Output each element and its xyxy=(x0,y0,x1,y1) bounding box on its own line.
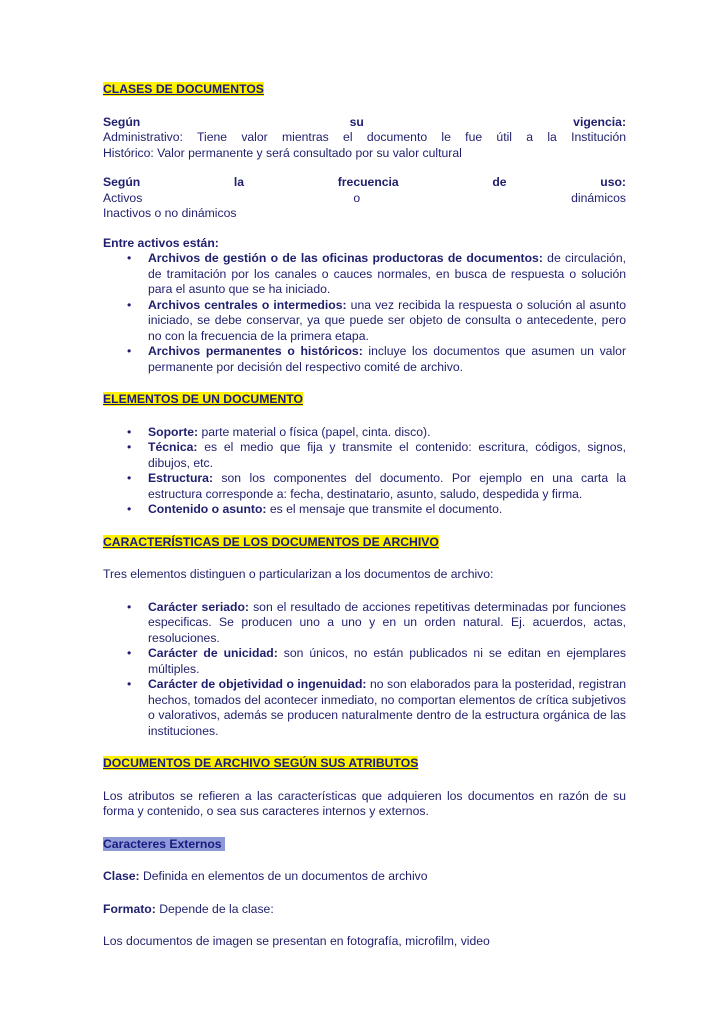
bullet-icon: • xyxy=(127,440,132,454)
list-item: • Archivos de gestión o de las oficinas productoras de documentos: de circulación, de tramitación por los canales o cauces normales, en busca de respuesta o solución para el asunto que se ha iniciado. xyxy=(127,251,627,296)
bullet-icon: • xyxy=(127,471,132,485)
externos-heading: Caracteres Externos xyxy=(103,837,626,853)
vigencia-block xyxy=(103,115,626,162)
frecuencia-heading: Según la frecuencia de uso: xyxy=(103,175,626,189)
frecuencia-activos: Activos o dinámicos xyxy=(103,190,627,205)
section-heading-elementos: ELEMENTOS DE UN DOCUMENTO xyxy=(103,392,303,406)
activos-list xyxy=(103,251,626,375)
vigencia-historico: Histórico: Valor permanente y será consultado por su valor cultural xyxy=(103,145,462,160)
list-item: • Soporte: parte material o física (papel, cinta. disco). xyxy=(127,424,431,439)
caracteristicas-intro: Tres elementos distinguen o particularizan a los documentos de archivo: xyxy=(103,567,494,581)
bullet-icon: • xyxy=(127,424,132,439)
bullet-icon: • xyxy=(127,297,132,312)
section-heading-atributos: DOCUMENTOS DE ARCHIVO SEGÚN SUS ATRIBUTOS xyxy=(103,756,419,770)
bullet-icon: • xyxy=(127,502,132,516)
atributos-intro: Los atributos se refieren a las características que adquieren los documentos en razón de su forma y contenido, o sea sus caracteres internos y externos. xyxy=(103,788,626,818)
list-item: • Archivos centrales o intermedios: una vez recibida la respuesta o solución al asunto iniciado, se debe conservar, ya que puede ser objeto de consulta o antecedente, pero no con la frecuencia de la primera etapa. xyxy=(127,297,626,343)
bullet-icon: • xyxy=(127,251,132,265)
caracteristicas-list xyxy=(103,600,626,740)
list-item: • Carácter de unicidad: son únicos, no están publicados ni se editan en ejemplares múltiples. xyxy=(127,646,626,676)
bullet-icon: • xyxy=(127,344,132,358)
list-item: • Archivos permanentes o históricos: incluye los documentos que asumen un valor permanente por decisión del respectivo comité de archivo. xyxy=(127,344,627,374)
elementos-list xyxy=(103,425,626,518)
clase-line: Clase: Definida en elementos de un documentos de archivo xyxy=(103,869,428,883)
bullet-icon: • xyxy=(127,677,132,691)
vigencia-heading: Según su vigencia: xyxy=(103,114,627,129)
frecuencia-inactivos: Inactivos o no dinámicos xyxy=(103,206,237,220)
list-item: • Técnica: es el medio que fija y transmite el contenido: escritura, códigos, signos, dibujos, etc. xyxy=(127,440,626,470)
imagen-line: Los documentos de imagen se presentan en fotografía, microfilm, video xyxy=(103,934,490,948)
section-heading-clases: CLASES DE DOCUMENTOS xyxy=(103,82,264,96)
list-item: • Contenido o asunto: es el mensaje que transmite el documento. xyxy=(127,502,503,516)
formato-line: Formato: Depende de la clase: xyxy=(103,901,274,916)
bullet-icon: • xyxy=(127,599,132,614)
activos-intro: Entre activos están: xyxy=(103,235,219,250)
list-item: • Estructura: son los componentes del documento. Por ejemplo en una carta la estructura corresponde a: fecha, destinatario, asunto, saludo, despedida y firma. xyxy=(127,471,626,501)
section-heading-caracteristicas: CARACTERÍSTICAS DE LOS DOCUMENTOS DE ARCHIVO xyxy=(103,534,439,549)
frecuencia-block xyxy=(103,175,626,222)
list-item: • Carácter seriado: son el resultado de acciones repetitivas determinadas por funciones especificas. Se producen uno a uno y en un orden natural. Ej. acuerdos, actas, resoluciones. xyxy=(127,599,626,645)
list-item: • Carácter de objetividad o ingenuidad: no son elaborados para la posteridad, registran hechos, tomados del acontecer inmediato, no comportan elementos de crítica subjetivos o valorativos, además se producen naturalmente dentro de la estructura orgánica de las instituciones. xyxy=(127,677,626,738)
bullet-icon: • xyxy=(127,646,132,660)
vigencia-administrativo: Administrativo: Tiene valor mientras el documento le fue útil a la Institución xyxy=(103,130,626,144)
document-page xyxy=(103,82,626,950)
